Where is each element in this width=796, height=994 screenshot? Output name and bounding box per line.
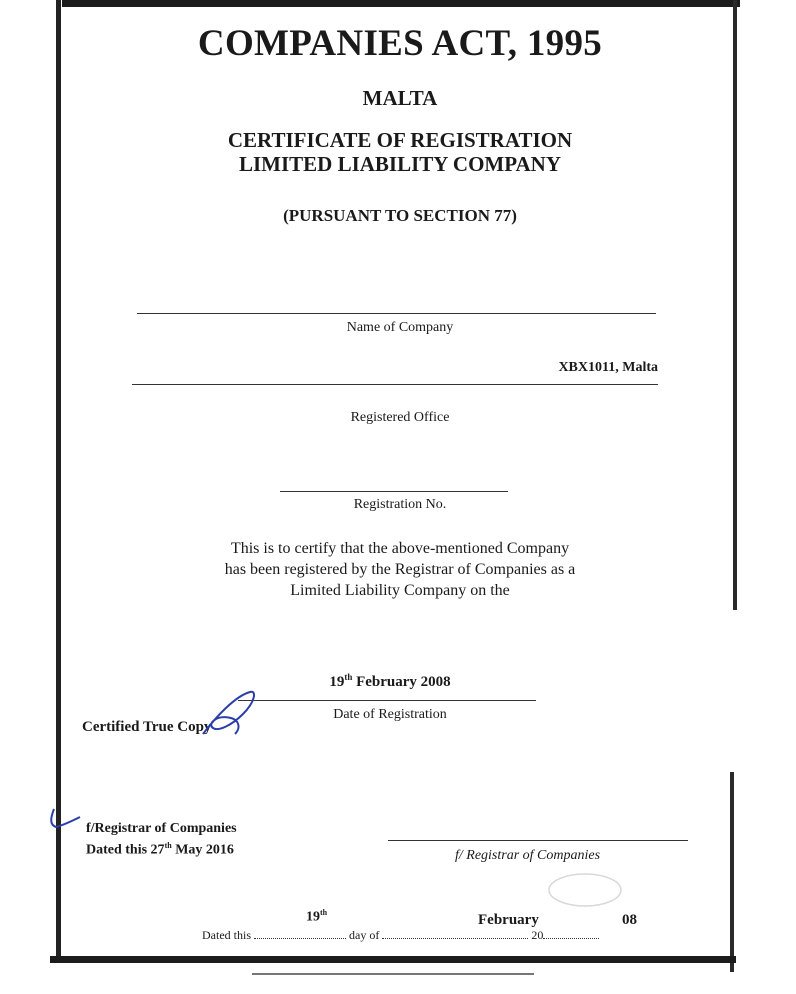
year-prefix-label: 20 [531,928,544,942]
faint-stamp-icon [545,870,625,910]
scan-border-right [733,0,737,610]
scan-border-right-lower [730,772,734,972]
dated-copy-suffix: th [164,841,172,850]
scan-border-top [62,0,740,7]
registrar-copy-block [86,820,237,859]
dated-copy-prefix: Dated this 27 [86,842,165,858]
certificate-heading-line2: LIMITED LIABILITY COMPANY [238,152,562,176]
certificate-heading-line1: CERTIFICATE OF REGISTRATION [227,128,573,152]
date-of-registration-line [238,700,536,701]
document-title: COMPANIES ACT, 1995 [197,23,603,64]
registration-date-day: 19 [329,674,345,690]
certify-line-2: has been registered by the Registrar of Companies as a [224,561,576,578]
signature-scribble-icon [195,688,265,738]
dated-year-value: 08 [622,912,637,928]
dated-month-value: February [478,912,539,928]
signature-tick-icon [44,805,84,835]
scan-border-bottom-edge [252,973,534,975]
registration-date-suffix: th [344,672,353,682]
registrar-copy-label: f/Registrar of Companies [86,821,237,836]
registrar-signature-line [388,840,688,841]
certify-line-3: Limited Liability Company on the [290,582,510,599]
pursuant-heading: (PURSUANT TO SECTION 77) [283,206,517,225]
registration-date-value [290,672,490,691]
registration-no-line [280,491,508,492]
certify-line-1: This is to certify that the above-mentioned Company [230,540,570,557]
registered-office-value: XBX1011, Malta [558,360,658,375]
registered-office-label: Registered Office [350,410,450,425]
certified-true-copy-label: Certified True Copy [82,719,212,735]
dated-day-suffix: th [320,908,328,917]
dated-year-dots [543,938,599,939]
dated-day-value [306,908,327,926]
dated-month-dots [382,938,528,939]
country-heading: MALTA [362,86,438,110]
name-of-company-label: Name of Company [346,320,454,335]
scan-border-bottom [50,956,736,963]
dated-this-label: Dated this [202,928,251,942]
name-of-company-line [137,313,656,314]
registrar-signature-label: f/ Registrar of Companies [455,848,601,863]
registration-no-label: Registration No. [353,497,447,512]
registration-date-rest: February 2008 [352,674,451,690]
dated-line [202,928,599,943]
dated-day-number: 19 [306,909,320,925]
dated-day-dots [254,938,346,939]
dated-copy-rest: May 2016 [171,842,234,858]
day-of-label: day of [349,928,380,942]
certify-paragraph [150,538,650,601]
scan-white-patch [737,610,796,772]
dated-copy-line [86,837,237,859]
registered-office-line [132,384,658,385]
date-of-registration-label: Date of Registration [333,707,447,722]
